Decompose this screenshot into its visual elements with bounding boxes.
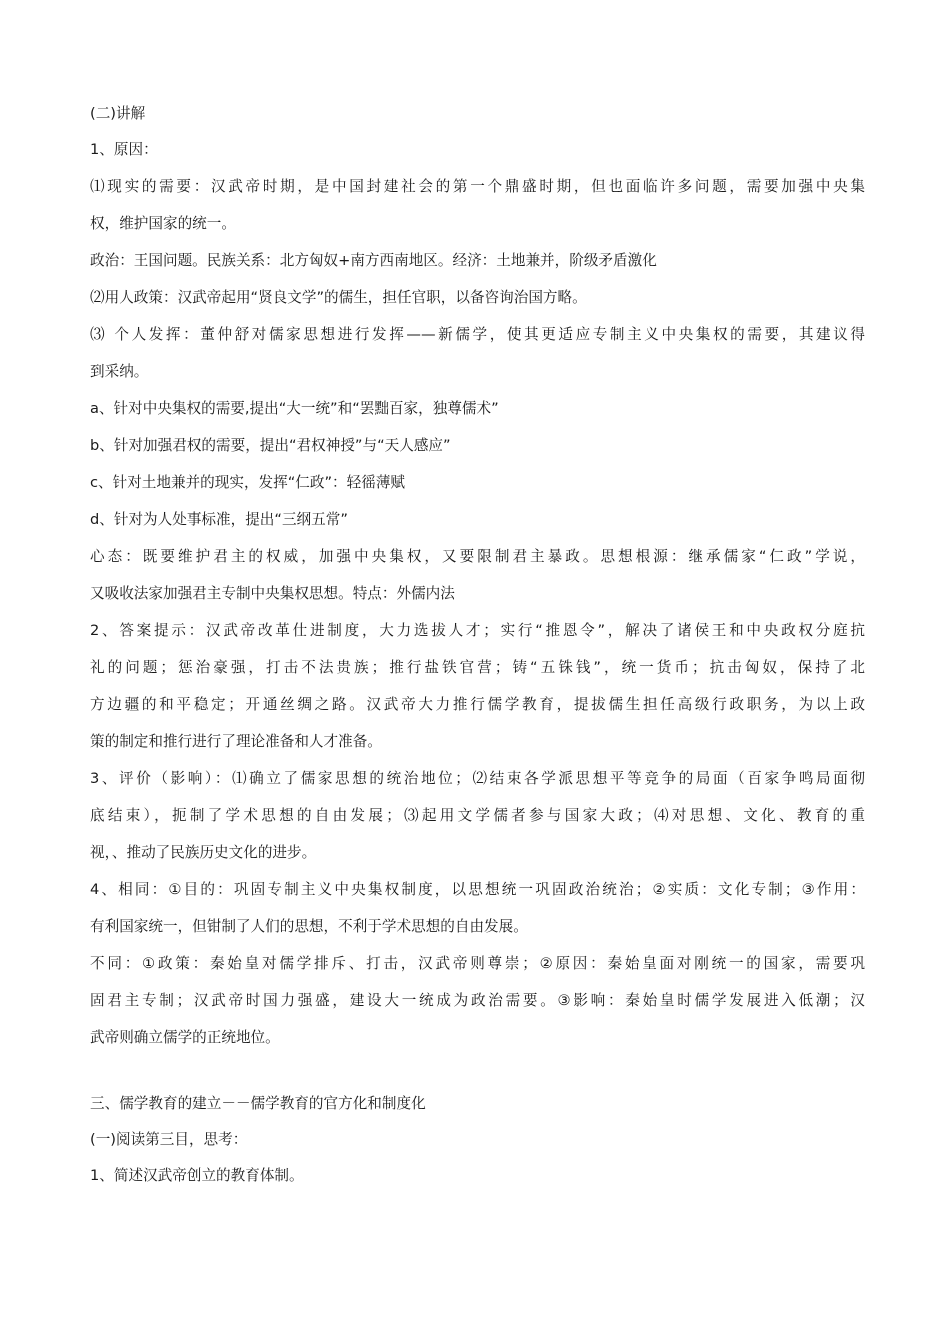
section-heading-three: 三、儒学教育的建立－－儒学教育的官方化和制度化 xyxy=(90,1095,426,1112)
list-item-b: b、针对加强君权的需要，提出“君权神授”与“天人感应” xyxy=(90,437,451,454)
paragraph-line: 有利国家统一，但钳制了人们的思想，不利于学术思想的自由发展。 xyxy=(90,918,528,935)
list-item-c: c、针对土地兼并的现实，发挥“仁政”：轻徭薄赋 xyxy=(90,474,406,491)
paragraph-line: 武帝则确立儒学的正统地位。 xyxy=(90,1029,280,1046)
paragraph-line: 底结束），扼制了学术思想的自由发展；⑶起用文学儒者参与国家大政；⑷对思想、文化、教育的重 xyxy=(90,807,865,824)
paragraph-line: 心态：既要维护君主的权威，加强中央集权，又要限制君主暴政。思想根源：继承儒家“仁政”学说， xyxy=(90,548,865,565)
subsection-heading: (一)阅读第三目，思考： xyxy=(90,1131,248,1148)
paragraph-line: 又吸收法家加强君主专制中央集权思想。特点：外儒内法 xyxy=(90,585,455,602)
paragraph-line: 到采纳。 xyxy=(90,363,149,380)
paragraph-line: ⑵用人政策：汉武帝起用“贤良文学”的儒生，担任官职，以备咨询治国方略。 xyxy=(90,289,587,306)
paragraph-line: 固君主专制；汉武帝时国力强盛，建设大一统成为政治需要。③影响：秦始皇时儒学发展进入低潮；汉 xyxy=(90,992,865,1009)
point-1-title: 1、原因： xyxy=(90,141,158,158)
paragraph-line: 权，维护国家的统一。 xyxy=(90,215,236,232)
paragraph-line: 政治：王国问题。民族关系：北方匈奴+南方西南地区。经济：土地兼并，阶级矛盾激化 xyxy=(90,252,657,269)
paragraph-line: 2、答案提示：汉武帝改革仕进制度，大力选拔人才；实行“推恩令”，解决了诸侯王和中央政权分庭抗 xyxy=(90,622,865,639)
paragraph-line: 4、相同：①目的：巩固专制主义中央集权制度，以思想统一巩固政治统治；②实质：文化专制；③作用： xyxy=(90,881,865,898)
list-item-d: d、针对为人处事标准，提出“三纲五常” xyxy=(90,511,348,528)
paragraph-line: 不同：①政策：秦始皇对儒学排斥、打击，汉武帝则尊崇；②原因：秦始皇面对刚统一的国家，需要巩 xyxy=(90,955,865,972)
paragraph-line: ⑴现实的需要：汉武帝时期，是中国封建社会的第一个鼎盛时期，但也面临许多问题，需要加强中央集 xyxy=(90,178,865,195)
list-item-a: a、针对中央集权的需要,提出“大一统”和“罢黜百家，独尊儒术” xyxy=(90,400,499,417)
paragraph-line: 视，、推动了民族历史文化的进步。 xyxy=(90,844,317,861)
paragraph-line: ⑶ 个人发挥：董仲舒对儒家思想进行发挥——新儒学，使其更适应专制主义中央集权的需要，其建议得 xyxy=(90,326,865,343)
question-1: 1、简述汉武帝创立的教育体制。 xyxy=(90,1167,304,1184)
section-heading-explanation: (二)讲解 xyxy=(90,105,146,122)
paragraph-line: 3、评价（影响）：⑴确立了儒家思想的统治地位；⑵结束各学派思想平等竞争的局面（百家争鸣局面彻 xyxy=(90,770,865,787)
paragraph-line: 方边疆的和平稳定；开通丝绸之路。汉武帝大力推行儒学教育，提拔儒生担任高级行政职务，为以上政 xyxy=(90,696,865,713)
paragraph-line: 礼的问题；惩治豪强，打击不法贵族；推行盐铁官营；铸“五铢钱”，统一货币；抗击匈奴，保持了北 xyxy=(90,659,865,676)
paragraph-line: 策的制定和推行进行了理论准备和人才准备。 xyxy=(90,733,382,750)
